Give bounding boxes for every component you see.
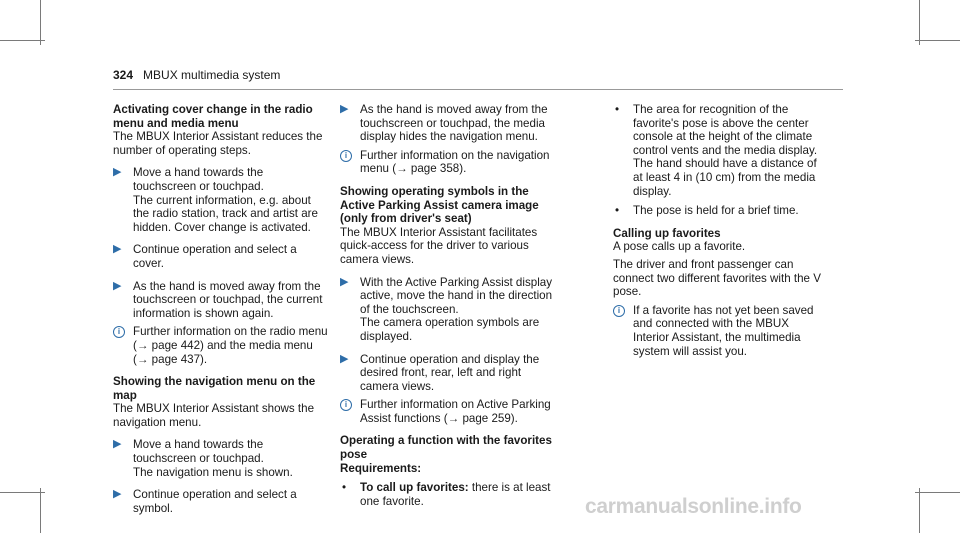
column-middle — [340, 103, 555, 508]
step-result: The navigation menu is shown. — [133, 465, 293, 479]
step-result: The current information, e.g. about the radio station, track and artist are hidden. Cover change is activated. — [133, 193, 318, 234]
list-item — [613, 204, 828, 218]
step — [113, 438, 328, 479]
step — [113, 488, 328, 515]
crop-mark — [0, 492, 45, 493]
crop-mark — [40, 488, 41, 533]
list-item — [613, 103, 828, 198]
arrow-right-icon: ▶ — [113, 166, 122, 179]
page-header — [113, 69, 280, 83]
step — [340, 353, 555, 394]
step — [113, 243, 328, 270]
note — [113, 325, 328, 366]
page-number: 324 — [113, 68, 134, 82]
crop-mark — [40, 0, 41, 45]
paragraph: A pose calls up a favorite. — [613, 240, 746, 254]
step-text: Continue operation and display the desired front, rear, left and right camera views. — [360, 352, 540, 393]
arrow-right-icon: ▶ — [340, 103, 349, 115]
step-text: Move a hand towards the touchscreen or touchpad. — [133, 166, 264, 193]
crop-mark — [915, 492, 960, 493]
watermark: carmanualsonline.info — [585, 495, 802, 518]
info-icon: i — [113, 326, 125, 338]
section-heading: Activating cover change in the radio menu and media menu — [113, 103, 313, 130]
note-text: Further information on the navigation menu (→ page 358). — [360, 148, 550, 176]
step-text: Continue operation and select a symbol. — [133, 488, 297, 515]
paragraph: The MBUX Interior Assistant reduces the number of operating steps. — [113, 130, 323, 157]
arrow-right-icon: ▶ — [113, 243, 122, 256]
column-right — [613, 103, 828, 358]
step — [340, 103, 555, 144]
bullet-icon: • — [342, 481, 347, 495]
bullet-icon: • — [615, 204, 620, 218]
list-item-label: To call up favorites: — [360, 481, 469, 495]
step-text: Continue operation and select a cover. — [133, 243, 297, 270]
note — [613, 304, 828, 358]
step-text: As the hand is moved away from the touchscreen or touchpad, the current information is shown again. — [133, 279, 323, 320]
list-item-text — [360, 481, 555, 508]
step-text: With the Active Parking Assist display active, move the hand in the direction of the touchscreen. — [360, 275, 553, 316]
section-heading: Calling up favorites — [613, 226, 721, 240]
page-title: MBUX multimedia system — [143, 68, 281, 82]
info-icon: i — [613, 305, 625, 317]
list-item-body: there is at least one favorite. — [360, 481, 551, 508]
arrow-right-icon: ▶ — [113, 279, 122, 292]
info-icon: i — [340, 150, 352, 162]
list-item-text: The area for recognition of the favorite's pose is above the center console at the height of the climate control vents and the media display. The hand should have a distance of at least 4 in (10 cm) from the media display. — [633, 103, 818, 198]
section-heading: Showing operating symbols in the Active Parking Assist camera image (only from driver's seat) — [340, 184, 539, 226]
list-item — [340, 481, 555, 508]
note-text: Further information on the radio menu (→ page 442) and the media menu (→ page 437). — [133, 325, 328, 366]
crop-mark — [919, 0, 920, 45]
header-divider — [113, 89, 843, 90]
arrow-right-icon: ▶ — [340, 352, 349, 365]
note — [340, 149, 555, 176]
paragraph: The MBUX Interior Assistant facilitates quick-access for the driver to various camera views. — [340, 225, 538, 266]
arrow-right-icon: ▶ — [113, 488, 122, 501]
crop-mark — [919, 488, 920, 533]
step-result: The camera operation symbols are displayed. — [360, 316, 540, 343]
step — [340, 276, 555, 344]
arrow-right-icon: ▶ — [113, 438, 122, 451]
step-text: Move a hand towards the touchscreen or touchpad. — [133, 438, 264, 466]
info-icon: i — [340, 399, 352, 411]
arrow-right-icon: ▶ — [340, 275, 349, 288]
paragraph: The driver and front passenger can connect two different favorites with the V pose. — [613, 257, 821, 299]
section-heading: Showing the navigation menu on the map — [113, 375, 316, 402]
crop-mark — [915, 40, 960, 41]
step — [113, 166, 328, 234]
note-text: If a favorite has not yet been saved and connected with the MBUX Interior Assistant, the multimedia system will assist you. — [633, 303, 814, 358]
paragraph: The MBUX Interior Assistant shows the navigation menu. — [113, 402, 315, 429]
note — [340, 398, 555, 425]
note-text: Further information on Active Parking Assist functions (→ page 259). — [360, 398, 551, 425]
bullet-icon: • — [615, 103, 620, 116]
section-heading: Operating a function with the favorites pose — [340, 434, 552, 462]
column-left — [113, 103, 328, 515]
list-item-text: The pose is held for a brief time. — [633, 204, 799, 218]
crop-mark — [0, 40, 45, 41]
step — [113, 280, 328, 321]
step-text: As the hand is moved away from the touchscreen or touchpad, the media display hides the navigation menu. — [360, 103, 548, 144]
requirements-label: Requirements: — [340, 461, 422, 475]
